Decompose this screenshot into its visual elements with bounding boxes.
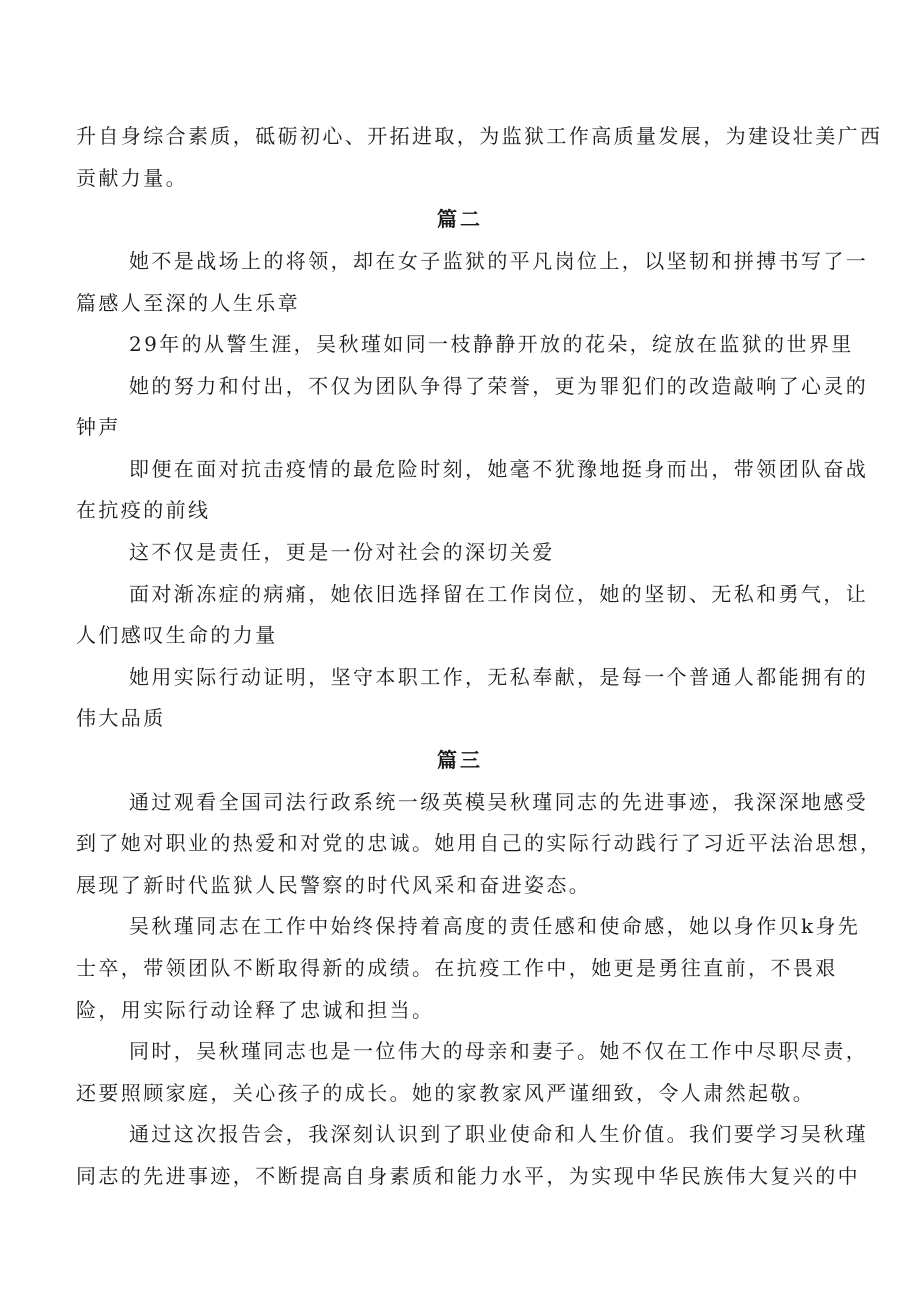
text-line: 面对渐冻症的病痛，她依旧选择留在工作岗位，她的坚韧、无私和勇气，让 <box>129 582 869 606</box>
text-line: 同志的先进事迹，不断提高自身素质和能力水平，为实现中华民族伟大复兴的中 <box>76 1164 860 1188</box>
text-line: 她不是战场上的将领，却在女子监狱的平凡岗位上，以坚韧和拼搏书写了一 <box>129 249 869 273</box>
text-line: 展现了新时代监狱人民警察的时代风采和奋进姿态。 <box>76 873 592 897</box>
text-line: 在抗疫的前线 <box>76 498 211 522</box>
text-line: 吴秋瑾同志在工作中始终保持着高度的责任感和使命感，她以身作贝k身先 <box>129 914 861 938</box>
section-heading: 篇二 <box>437 207 483 231</box>
text-line: 这不仅是责任，更是一份对社会的深切关爱 <box>129 540 555 564</box>
text-line: 通过观看全国司法行政系统一级英模吴秋瑾同志的先进事迹，我深深地感受 <box>129 790 869 814</box>
text-line: 士卒，带领团队不断取得新的成绩。在抗疫工作中，她更是勇往直前，不畏艰 <box>76 956 838 980</box>
text-line: 即便在面对抗击疫情的最危险时刻，她毫不犹豫地挺身而出，带领团队奋战 <box>129 457 869 481</box>
text-line: 险，用实际行动诠释了忠诚和担当。 <box>76 998 435 1022</box>
text-line: 同时，吴秋瑾同志也是一位伟大的母亲和妻子。她不仅在工作中尽职尽责， <box>129 1039 869 1063</box>
text-line: 升自身综合素质，砥砺初心、开拓进取，为监狱工作高质量发展，为建设壮美广西 <box>76 124 883 148</box>
text-line: 她用实际行动证明，坚守本职工作，无私奉献，是每一个普通人都能拥有的 <box>129 665 869 689</box>
text-line: 29年的从警生涯，吴秋瑾如同一枝静静开放的花朵，绽放在监狱的世界里 <box>129 332 854 356</box>
text-line: 贡献力量。 <box>76 166 188 190</box>
text-line: 钟声 <box>76 415 121 439</box>
text-line: 通过这次报告会，我深刻认识到了职业使命和人生价值。我们要学习吴秋瑾 <box>129 1122 869 1146</box>
text-line: 人们感叹生命的力量 <box>76 623 278 647</box>
text-line: 伟大品质 <box>76 706 166 730</box>
text-line: 还要照顾家庭，关心孩子的成长。她的家教家风严谨细致，令人肃然起敬。 <box>76 1081 816 1105</box>
text-line: 到了她对职业的热爱和对党的忠诚。她用自己的实际行动践行了习近平法治思想， <box>76 831 883 855</box>
text-line: 篇感人至深的人生乐章 <box>76 291 300 315</box>
section-heading: 篇三 <box>437 748 483 772</box>
text-line: 她的努力和付出，不仅为团队争得了荣誉，更为罪犯们的改造敲响了心灵的 <box>129 374 869 398</box>
